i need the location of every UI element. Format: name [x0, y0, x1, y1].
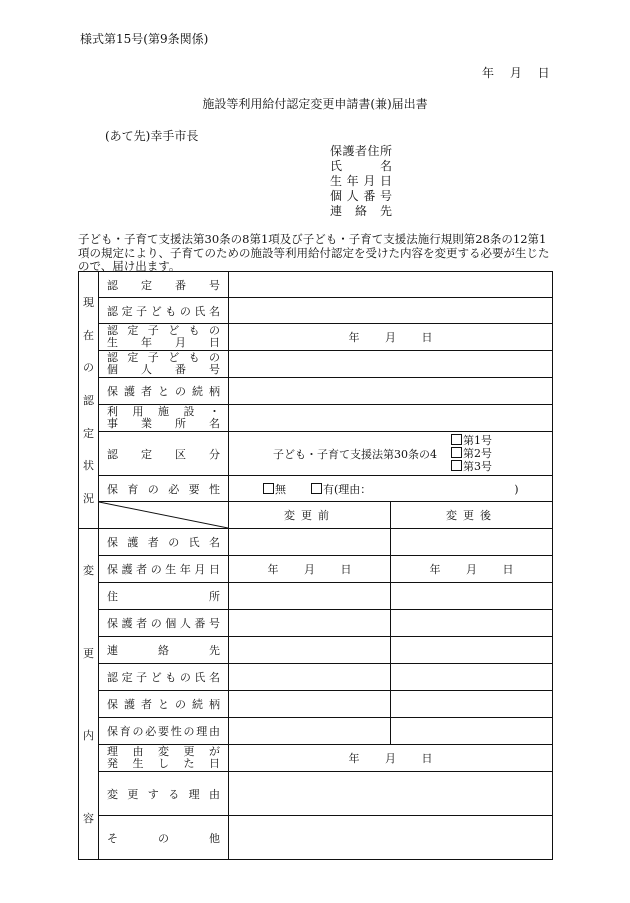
column-before: 変更前	[229, 502, 391, 529]
section-char: 変	[83, 564, 94, 578]
checkbox-icon[interactable]	[311, 483, 322, 494]
input-need-reason-before[interactable]	[229, 718, 391, 745]
need-cell	[229, 476, 553, 502]
checkbox-icon[interactable]	[263, 483, 274, 494]
label-facility: 利用施設・ 事業所名	[99, 405, 229, 432]
section-char: 現	[83, 296, 94, 310]
section-char: 内	[83, 729, 94, 743]
section-char: 状	[83, 459, 94, 473]
application-table	[78, 271, 553, 860]
form-number: 様式第15号(第9条関係)	[80, 32, 209, 46]
label-guardian-birthdate: 保護者の生年月日	[99, 556, 229, 583]
input-facility[interactable]	[229, 405, 553, 432]
need-option-none[interactable]: 無	[263, 483, 286, 496]
form-title: 施設等利用給付認定変更申請書(兼)届出書	[202, 97, 428, 111]
diagonal-header-cell	[99, 502, 229, 529]
applicant-field-name: 氏名	[330, 159, 392, 173]
applicant-field-address: 保護者住所	[330, 144, 392, 158]
addressee: (あて先)幸手市長	[105, 129, 199, 143]
label-contact: 連絡先	[99, 637, 229, 664]
category-cell	[229, 432, 553, 476]
label-child-name: 認定子どもの氏名	[99, 298, 229, 324]
checkbox-icon[interactable]	[451, 460, 462, 471]
input-change-relation-after[interactable]	[391, 691, 553, 718]
applicant-field-id-number: 個人番号	[330, 189, 392, 203]
label-address: 住所	[99, 583, 229, 610]
applicant-fields	[330, 144, 392, 219]
submission-date: 年 月 日	[482, 66, 550, 80]
label-need-reason: 保育の必要性の理由	[99, 718, 229, 745]
input-change-child-name-after[interactable]	[391, 664, 553, 691]
input-guardian-name-after[interactable]	[391, 529, 553, 556]
input-change-relation-before[interactable]	[229, 691, 391, 718]
input-address-after[interactable]	[391, 583, 553, 610]
input-address-before[interactable]	[229, 583, 391, 610]
need-close-paren: )	[514, 482, 519, 496]
label-change-reason: 変更する理由	[99, 772, 229, 816]
section-char: 在	[83, 328, 94, 342]
input-child-birthdate[interactable]: 年 月 日	[229, 324, 553, 351]
checkbox-icon[interactable]	[451, 434, 462, 445]
input-guardian-id-before[interactable]	[229, 610, 391, 637]
label-category: 認定区分	[99, 432, 229, 476]
label-relation: 保護者との続柄	[99, 378, 229, 405]
category-option-3[interactable]: 第3号	[451, 460, 492, 473]
applicant-field-birthdate: 生年月日	[330, 174, 392, 188]
section-char: の	[83, 361, 94, 375]
label-change-child-name: 認定子どもの氏名	[99, 664, 229, 691]
label-need: 保育の必要性	[99, 476, 229, 502]
category-option-2[interactable]: 第2号	[451, 447, 492, 460]
checkbox-icon[interactable]	[451, 447, 462, 458]
section-char: 認	[83, 393, 94, 407]
label-other: その他	[99, 816, 229, 860]
section-change-label	[79, 529, 99, 860]
input-contact-before[interactable]	[229, 637, 391, 664]
need-option-yes[interactable]: 有(理由：	[311, 483, 371, 496]
section-char: 定	[83, 426, 94, 440]
input-contact-after[interactable]	[391, 637, 553, 664]
input-guardian-birthdate-before[interactable]: 年 月 日	[229, 556, 391, 583]
diagonal-line	[99, 502, 228, 528]
input-relation[interactable]	[229, 378, 553, 405]
input-change-reason[interactable]	[229, 772, 553, 816]
label-cert-number: 認定番号	[99, 272, 229, 298]
category-option-1[interactable]: 第1号	[451, 434, 492, 447]
input-guardian-id-after[interactable]	[391, 610, 553, 637]
category-prefix: 子ども・子育て支援法第30条の4	[273, 447, 437, 461]
section-char: 更	[83, 646, 94, 660]
section-char: 容	[83, 811, 94, 825]
input-cert-number[interactable]	[229, 272, 553, 298]
input-guardian-name-before[interactable]	[229, 529, 391, 556]
column-after: 変更後	[391, 502, 553, 529]
label-guardian-name: 保護者の氏名	[99, 529, 229, 556]
input-change-child-name-before[interactable]	[229, 664, 391, 691]
section-char: 況	[83, 491, 94, 505]
section-current-label	[79, 272, 99, 529]
label-child-id-number: 認定子どもの 個人番号	[99, 351, 229, 378]
label-change-relation: 保護者との続柄	[99, 691, 229, 718]
intro-text: 子ども・子育て支援法第30条の8第1項及び子ども・子育て支援法施行規則第28条の12第1項の規定により、子育てのための施設等利用給付認定を受けた内容を変更する必要が生じたので、届け出ます。	[78, 232, 550, 273]
input-other[interactable]	[229, 816, 553, 860]
input-need-reason-after[interactable]	[391, 718, 553, 745]
input-child-id-number[interactable]	[229, 351, 553, 378]
label-reason-date: 理由変更が 発生した日	[99, 745, 229, 772]
input-reason-date[interactable]: 年 月 日	[229, 745, 553, 772]
applicant-field-contact: 連絡先	[330, 204, 392, 218]
input-child-name[interactable]	[229, 298, 553, 324]
input-guardian-birthdate-after[interactable]: 年 月 日	[391, 556, 553, 583]
label-child-birthdate: 認定子どもの 生年月日	[99, 324, 229, 351]
label-guardian-id-number: 保護者の個人番号	[99, 610, 229, 637]
